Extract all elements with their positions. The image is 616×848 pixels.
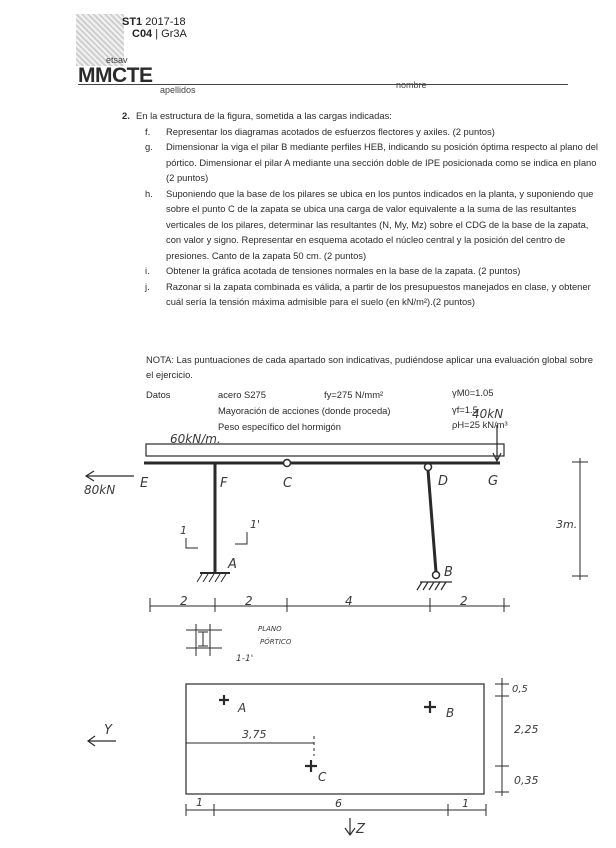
span-3: 4 [345,594,353,608]
axis-z-label: Z [356,822,365,837]
question-number: 2. [122,110,130,121]
datos-label: Datos [146,389,171,400]
section-sketch [186,624,222,656]
item-f: f. Representar los diagramas acotados de esfuerzos flectores y axiles. (2 puntos) [145,125,495,137]
note-text: NOTA: Las puntuaciones de cada apartado son indicativas, pudiéndose aplicar una evaluación global sobre el ejercicio. [146,354,593,380]
course-code: ST1 2017-18 [122,16,186,28]
name-label: nombre [396,80,427,90]
point-load-label: 40kN [472,407,504,421]
school-name: etsav [106,55,128,65]
steel-grade: acero S275 [218,389,266,400]
item-j: j. Razonar si la zapata combinada es válida, a partir de los presupuestos manejados en clase, y obtener cuál sería la tensión máxima admisible para el suelo (en kN/m²).(2 puntos) [145,280,591,307]
plan-dim-375-label: 3,75 [242,728,267,741]
span-1: 2 [180,594,188,608]
question-intro: En la estructura de la figura, sometida a las cargas indicadas: [136,110,392,121]
span-2: 2 [245,594,253,608]
section-mark-1: 1 [180,524,187,537]
footing-plan [186,684,484,794]
group-code: C04 | Gr3A [132,28,187,40]
node-e: E [140,476,149,491]
node-a: A [228,557,237,572]
plan-dim-bot: 0,35 [514,774,539,787]
column-b [428,470,436,572]
dept-name: MMCTE [78,64,153,87]
peso-label: Peso específico del hormigón [218,421,341,432]
plan-mark-c [305,760,317,772]
portico-label: PÓRTICO [260,638,292,646]
node-c: C [283,476,293,491]
section-mark-1p: 1' [250,518,261,531]
item-i: i. Obtener la gráfica acotada de tensiones normales en la base de la zapata. (2 puntos) [145,265,521,276]
plan-label-a: A [238,701,247,715]
horizontal-load-label: 80kN [84,483,116,497]
node-f: F [220,476,228,491]
plan-label-c: C [318,770,327,784]
gf-value: γf=1.5 [452,404,478,415]
surname-label: apellidos [160,85,196,95]
plan-width-1b: 1 [462,797,469,810]
height-label: 3m. [556,518,578,531]
item-h: h. Suponiendo que la base de los pilares se ubica en los puntos indicados en la planta, y suponiendo que sobre el punto C de la zapata se ubica una carga de valor equivalente a la suma de las resultantes verticales de los pilares, determinar las resultantes (N, My, Mz) sobre el CDG de la base de la zapata, con valor y signo. Representar en esquema acotado el núcleo central y la posición del centro de presiones. Canto de la zapata 50 cm. (2 puntos) [145,187,594,261]
plan-dim-mid: 2,25 [514,723,539,736]
hinge-d [425,464,432,471]
density-value: ρH=25 kN/m³ [452,419,508,430]
mayoracion-label: Mayoración de acciones (donde proceda) [218,405,391,416]
axis-y-label: Y [104,723,112,738]
node-g: G [488,474,499,489]
beam-load-label: 60kN/m. [170,432,221,446]
plano-label: PLANO [258,625,282,633]
span-4: 2 [460,594,468,608]
hinge-c [284,460,291,467]
plan-width-6: 6 [335,797,342,810]
plan-width-1: 1 [196,796,203,809]
node-d: D [438,474,449,489]
node-b: B [444,565,453,580]
gm0-value: γM0=1.05 [452,387,494,398]
plan-mark-b [424,701,436,713]
item-g: g. Dimensionar la viga el pilar B mediante perfiles HEB, indicando su posición óptima respecto al plano del pórtico. Dimensionar el pilar A mediante una sección doble de IPE posicionada como se indica en plano (2 puntos) [145,141,599,183]
fy-value: fy=275 N/mm² [324,389,384,400]
plan-dim-top: 0,5 [512,684,528,695]
hinge-b [433,572,440,579]
section-label: 1-1' [236,654,254,664]
plan-label-b: B [446,706,455,720]
plan-mark-a [219,695,229,705]
